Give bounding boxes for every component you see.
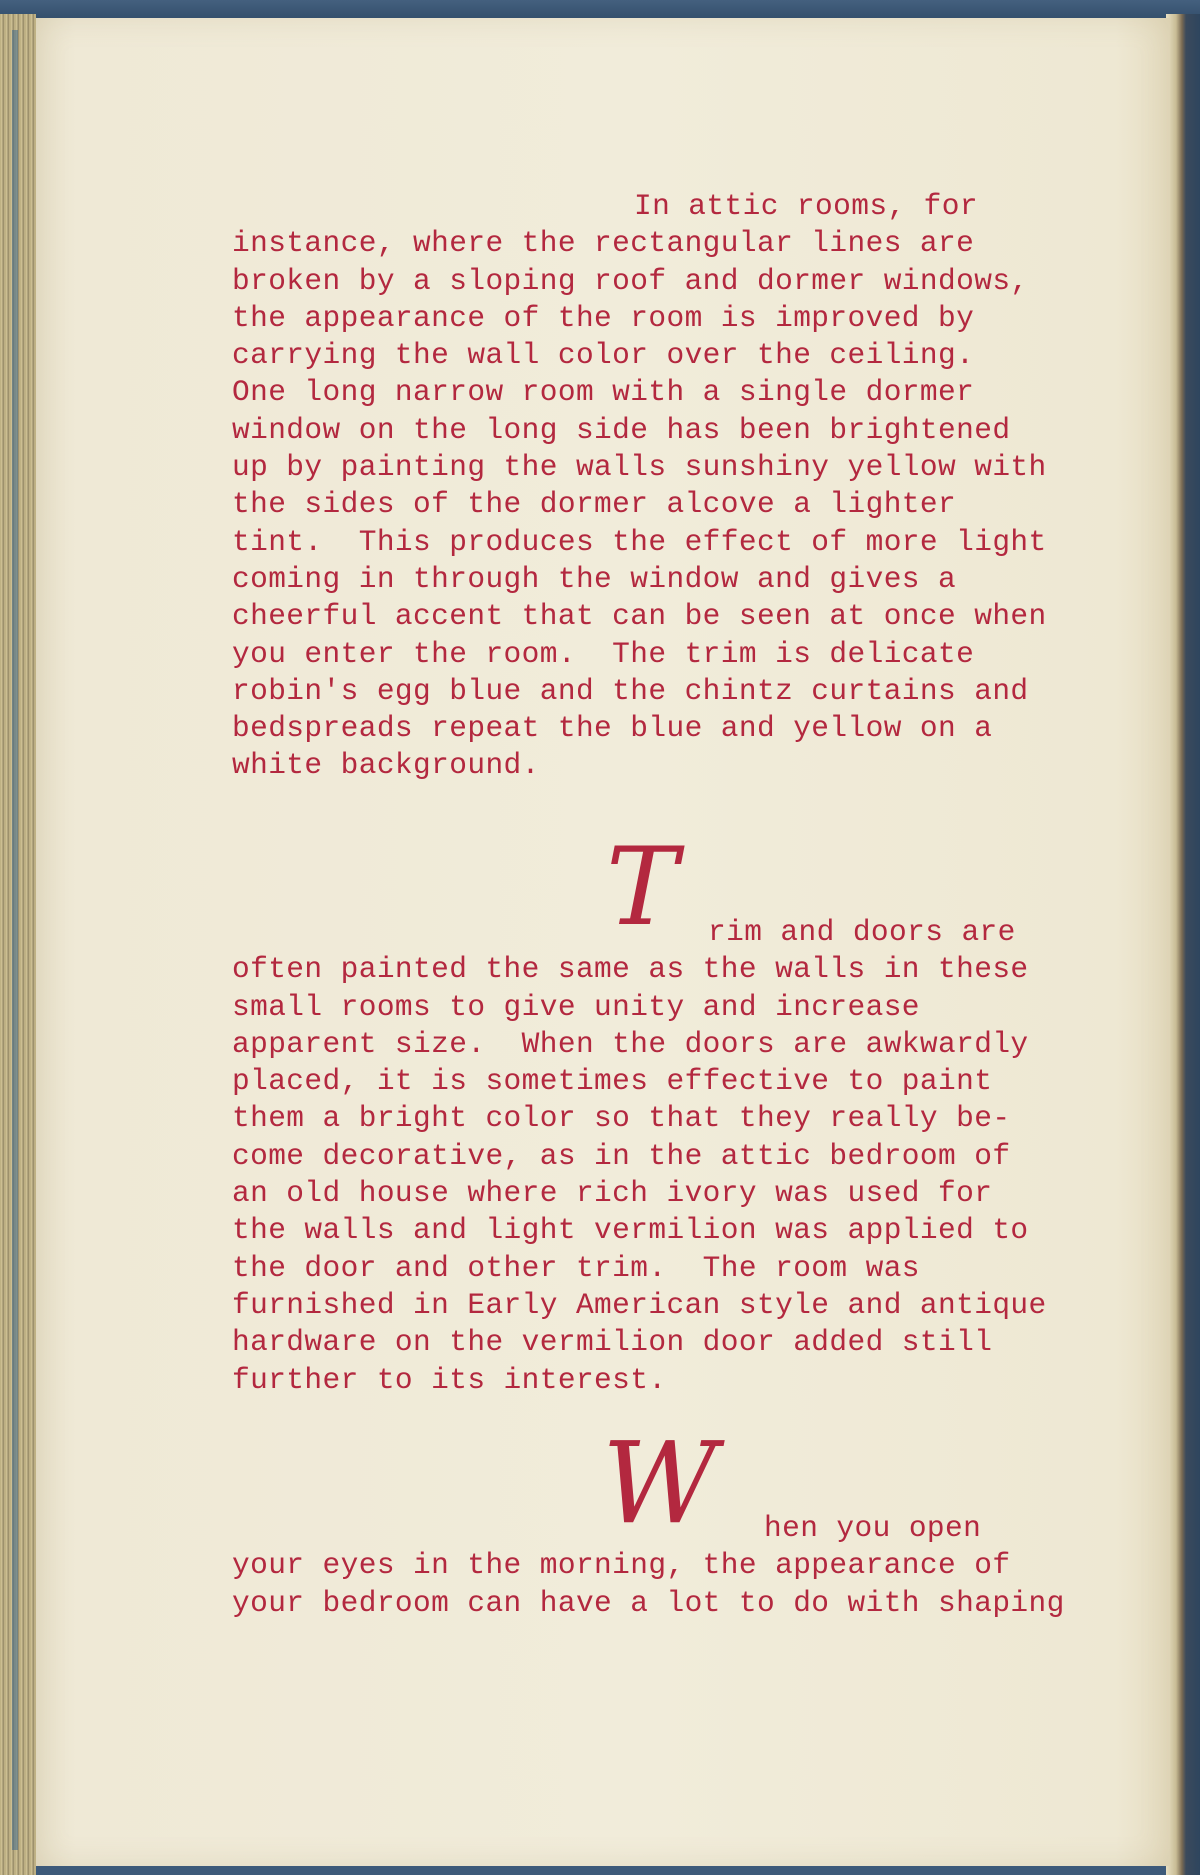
text-line: coming in through the window and gives a <box>232 561 957 596</box>
text-line: you enter the room. The trim is delicate <box>232 636 975 671</box>
text-line: an old house where rich ivory was used for <box>232 1176 993 1211</box>
paragraph-trim-and-doors <box>232 914 1047 1399</box>
text-line: your eyes in the morning, the appearance of <box>232 1548 1011 1583</box>
text-line: up by painting the walls sunshiny yellow with <box>232 450 1047 485</box>
text-line: come decorative, as in the attic bedroom of <box>232 1138 1011 1173</box>
text-line: further to its interest. <box>232 1362 667 1397</box>
text-line: cheerful accent that can be seen at once when <box>232 599 1047 634</box>
text-line: them a bright color so that they really be- <box>232 1101 1011 1136</box>
page-stack-edge <box>0 14 36 1875</box>
text-line: tint. This produces the effect of more light <box>232 524 1047 559</box>
text-line: placed, it is sometimes effective to paint <box>232 1064 993 1099</box>
text-line: hardware on the vermilion door added still <box>232 1325 993 1360</box>
text-line: bedspreads repeat the blue and yellow on a <box>232 711 993 746</box>
text-line: broken by a sloping roof and dormer windows, <box>232 263 1029 298</box>
text-line: white background. <box>232 748 540 783</box>
book-page <box>36 18 1170 1866</box>
text-line: In attic rooms, for <box>634 189 978 223</box>
text-line: robin's egg blue and the chintz curtains and <box>232 673 1029 708</box>
paragraph-morning <box>232 1510 1065 1622</box>
drop-cap-w: W <box>602 1419 718 1549</box>
text-line: small rooms to give unity and increase <box>232 989 920 1024</box>
book-spine-edge <box>1166 14 1200 1875</box>
text-line: the walls and light vermilion was applied to <box>232 1213 1029 1248</box>
text-line: rim and doors are <box>708 915 1016 949</box>
text-line: often painted the same as the walls in these <box>232 952 1029 987</box>
text-line: apparent size. When the doors are awkwardly <box>232 1026 1029 1061</box>
drop-cap-t: T <box>606 825 679 950</box>
text-line: hen you open <box>764 1511 982 1545</box>
text-line: One long narrow room with a single dormer <box>232 375 975 410</box>
paragraph-attic-rooms <box>232 188 1047 785</box>
text-line: the sides of the dormer alcove a lighter <box>232 487 957 522</box>
text-line: your bedroom can have a lot to do with shaping <box>232 1585 1065 1620</box>
text-line: furnished in Early American style and antique <box>232 1287 1047 1322</box>
text-line: the door and other trim. The room was <box>232 1250 920 1285</box>
text-line: instance, where the rectangular lines are <box>232 226 975 261</box>
page-stack-shadow <box>12 30 18 1850</box>
text-line: window on the long side has been brightened <box>232 412 1011 447</box>
text-line: the appearance of the room is improved by <box>232 300 975 335</box>
text-line: carrying the wall color over the ceiling. <box>232 338 975 373</box>
